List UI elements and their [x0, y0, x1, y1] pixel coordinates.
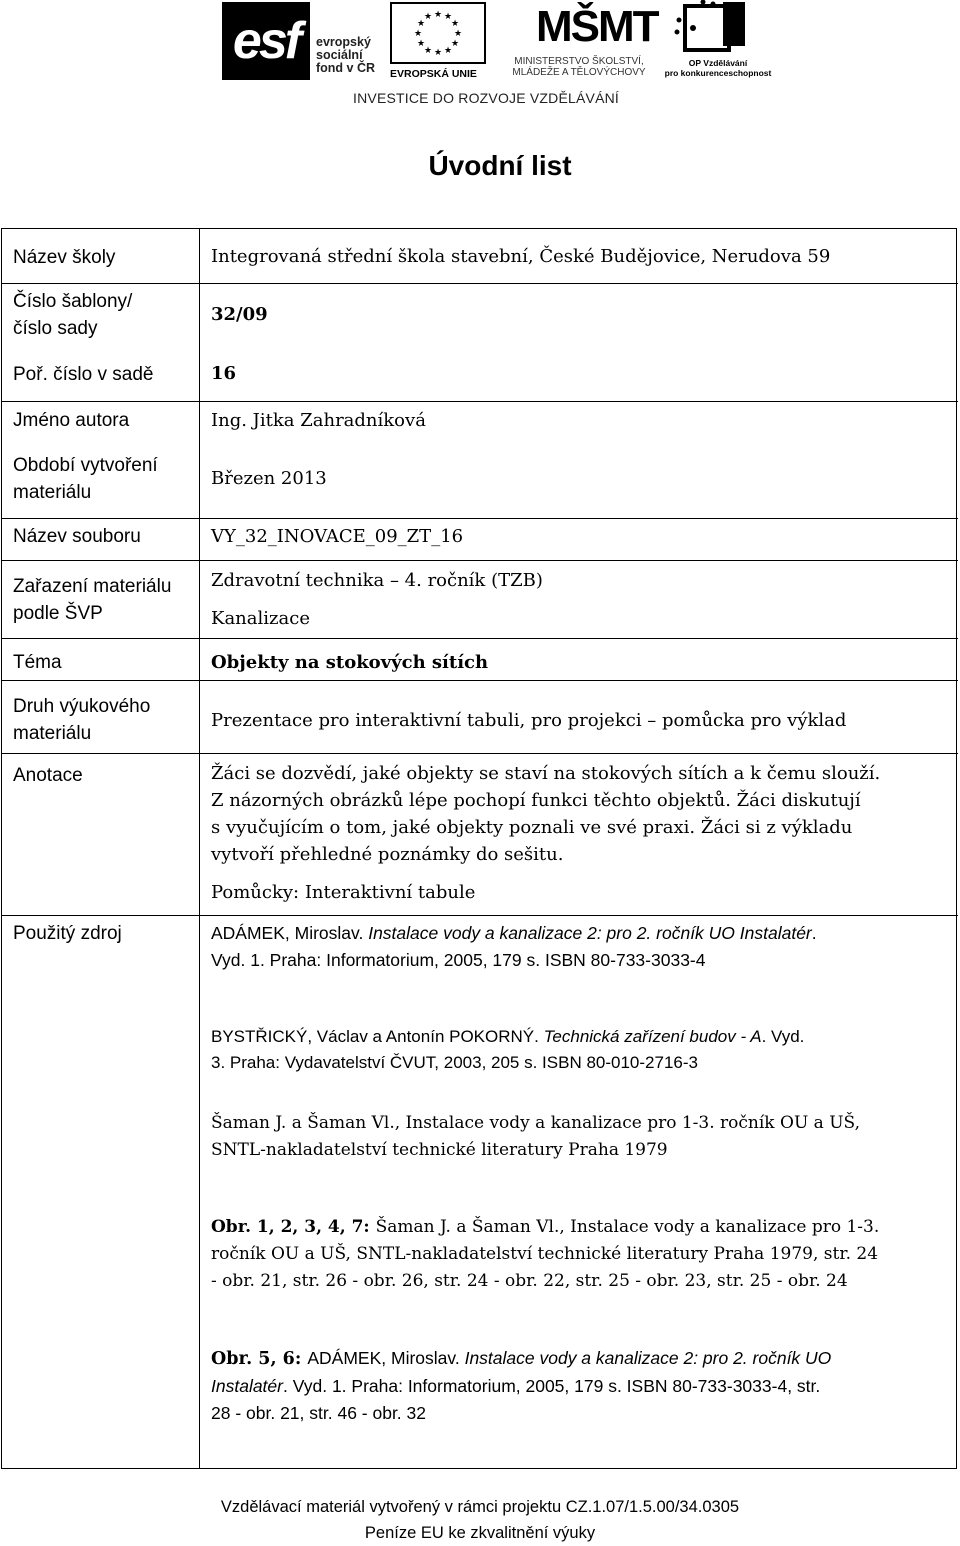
value-school: Integrovaná střední škola stavební, České Budějovice, Nerudova 59: [211, 246, 831, 267]
op-logo: [663, 0, 773, 82]
svg-text:★: ★: [423, 46, 433, 56]
label-author: Jméno autora: [13, 410, 130, 431]
row-divider: [1, 638, 958, 639]
row-divider: [1, 680, 958, 681]
source-author: ADÁMEK, Miroslav.: [211, 923, 369, 943]
value-order: 16: [211, 363, 237, 384]
figures-label: Obr. 5, 6:: [211, 1349, 308, 1369]
row-divider: [1, 560, 958, 561]
svg-text:★: ★: [413, 29, 423, 39]
eu-stars-icon: [392, 4, 484, 62]
label-period-1: Období vytvoření: [13, 455, 158, 476]
annotation-line: Z názorných obrázků lépe pochopí funkci těchto objektů. Žáci diskutují: [211, 790, 861, 811]
value-author: Ing. Jitka Zahradníková: [211, 410, 426, 431]
annotation-line: s vyučujícím o tom, jaké objekty poznali ve své praxi. Žáci si z výkladu: [211, 817, 853, 838]
label-order: Poř. číslo v sadě: [13, 364, 154, 385]
esf-text-line: sociální: [316, 48, 363, 62]
label-template-1: Číslo šablony/: [13, 291, 133, 312]
source-line: ročník OU a UŠ, SNTL-nakladatelství technické literatury Praha 1979, str. 24: [211, 1244, 879, 1264]
value-file: VY_32_INOVACE_09_ZT_16: [211, 526, 464, 547]
op-emblem-icon: [663, 0, 773, 58]
svg-text:★: ★: [450, 19, 460, 29]
value-svp-area: Kanalizace: [211, 608, 310, 629]
source-line: Vyd. 1. Praha: Informatorium, 2005, 179 s. ISBN 80-733-3033-4: [211, 950, 706, 970]
source-line: [211, 1024, 941, 1050]
label-file: Název souboru: [13, 526, 141, 547]
source-text: . Vyd. 1. Praha: Informatorium, 2005, 179 s. ISBN 80-733-3033-4, str.: [282, 1376, 821, 1396]
source-line: [211, 1345, 941, 1373]
figures-label: Obr. 1, 2, 3, 4, 7:: [211, 1217, 376, 1237]
row-divider: [1, 753, 958, 754]
logo-band: [0, 0, 960, 115]
eu-flag-icon: [390, 2, 486, 64]
op-logo-text: [663, 58, 773, 78]
source-figures-2: [211, 1345, 941, 1427]
label-svp-2: podle ŠVP: [13, 603, 103, 624]
source-author: BYSTŘICKÝ, Václav a Antonín POKORNÝ.: [211, 1027, 544, 1046]
source-title: Technická zařízení budov - A: [543, 1027, 762, 1046]
source-line: 28 - obr. 21, str. 46 - obr. 32: [211, 1403, 426, 1423]
esf-logo-text: [316, 36, 375, 75]
page-title: Úvodní list: [428, 150, 572, 181]
svg-text:★: ★: [443, 46, 453, 56]
source-line: 3. Praha: Vydavatelství ČVUT, 2003, 205 s. ISBN 80-010-2716-3: [211, 1053, 698, 1072]
source-line: Šaman J. a Šaman Vl., Instalace vody a kanalizace pro 1-3. ročník OU a UŠ,: [211, 1113, 860, 1133]
label-annotation: Anotace: [13, 765, 83, 786]
label-sources: Použitý zdroj: [13, 923, 122, 944]
svg-text:★: ★: [433, 48, 443, 58]
source-punct: .: [811, 923, 817, 943]
source-bystricky: [211, 1024, 941, 1076]
source-figures-1: [211, 1214, 941, 1295]
annotation-line: Žáci se dozvědí, jaké objekty se staví na stokových sítích a k čemu slouží.: [211, 763, 881, 784]
source-line: SNTL-nakladatelství technické literatury Praha 1979: [211, 1140, 668, 1160]
source-title: Instalace vody a kanalizace 2: pro 2. ročník UO Instalatér: [368, 923, 812, 943]
svg-text:★: ★: [433, 10, 443, 20]
svg-text:★: ★: [443, 12, 453, 22]
label-topic: Téma: [13, 652, 62, 673]
label-type-2: materiálu: [13, 723, 92, 744]
label-type-1: Druh výukového: [13, 696, 151, 717]
op-text-line: pro konkurenceschopnost: [664, 68, 772, 78]
value-type: Prezentace pro interaktivní tabuli, pro projekci – pomůcka pro výklad: [211, 710, 847, 731]
svg-text:★: ★: [423, 12, 433, 22]
msmt-logo: [496, 2, 662, 82]
esf-text-line: evropský: [316, 35, 371, 49]
eu-logo: [390, 2, 488, 82]
investice-tagline: INVESTICE DO ROZVOJE VZDĚLÁVÁNÍ: [353, 90, 620, 106]
svg-text:★: ★: [416, 39, 426, 49]
esf-logo: [222, 2, 384, 82]
column-divider: [199, 228, 200, 1469]
footer-project: Vzdělávací materiál vytvořený v rámci projektu CZ.1.07/1.5.00/34.0305: [220, 1498, 740, 1516]
source-title: Instalatér: [211, 1376, 283, 1396]
source-title: Instalace vody a kanalizace 2: pro 2. ročník UO: [464, 1348, 832, 1368]
row-divider: [1, 283, 958, 284]
value-template: 32/09: [211, 304, 268, 325]
annotation-aids: Pomůcky: Interaktivní tabule: [211, 882, 476, 903]
source-line: - obr. 21, str. 26 - obr. 26, str. 24 - obr. 22, str. 25 - obr. 23, str. 25 - obr. 24: [211, 1271, 848, 1291]
esf-mark: esf: [222, 2, 310, 80]
row-divider: [1, 401, 958, 402]
label-school: Název školy: [13, 247, 116, 268]
annotation-line: vytvoří přehledné poznámky do sešitu.: [211, 844, 564, 865]
svg-text:★: ★: [416, 19, 426, 29]
source-adamek: [211, 920, 941, 974]
esf-text-line: fond v ČR: [316, 61, 376, 75]
label-period-2: materiálu: [13, 482, 92, 503]
source-line: [211, 1373, 941, 1400]
msmt-text-line: MLÁDEŽE A TĚLOVÝCHOVY: [512, 67, 646, 78]
msmt-text-line: MINISTERSTVO ŠKOLSTVÍ,: [514, 56, 644, 67]
op-text-line: OP Vzdělávání: [688, 58, 748, 68]
svg-text:★: ★: [453, 29, 463, 39]
label-template-2: číslo sady: [13, 318, 98, 339]
source-author: ADÁMEK, Miroslav.: [307, 1348, 465, 1368]
label-svp-1: Zařazení materiálu: [13, 576, 172, 597]
msmt-mark: MŠMT: [536, 2, 658, 51]
msmt-logo-text: [496, 56, 662, 78]
footer-slogan: Peníze EU ke zkvalitnění výuky: [364, 1524, 596, 1542]
source-line: [211, 920, 941, 947]
row-divider: [1, 915, 958, 916]
value-period: Březen 2013: [211, 468, 327, 489]
row-divider: [1, 518, 958, 519]
value-svp-subject: Zdravotní technika – 4. ročník (TZB): [211, 570, 543, 591]
source-edition: . Vyd.: [761, 1027, 805, 1046]
source-text: Šaman J. a Šaman Vl., Instalace vody a kanalizace pro 1-3.: [375, 1217, 880, 1237]
eu-logo-text: EVROPSKÁ UNIE: [390, 68, 477, 80]
source-saman: [211, 1110, 941, 1164]
source-line: [211, 1214, 941, 1241]
value-topic: Objekty na stokových sítích: [211, 652, 489, 673]
svg-text:★: ★: [450, 39, 460, 49]
